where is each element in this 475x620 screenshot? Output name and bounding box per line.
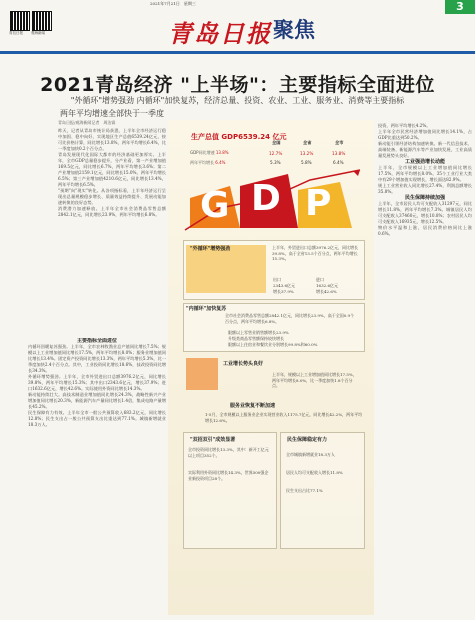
legend-growth [190,150,229,156]
paragraph: 规上工业营业收入同比增长27.4%，利润总额增长35.8%。 [378,183,472,194]
prov-label: 全省 [303,140,312,145]
people-item: 居民人均可支配收入增长11.8% [286,470,343,475]
project-text: 实际利用外资同比增长14.3%，世界500强企业新投资项目28个。 [188,470,269,481]
page-number: 3 [445,0,475,14]
globe-graphic [186,245,266,293]
people-item: 全市城镇新增就业18.3万人 [286,452,335,457]
city-label: 全市 [335,140,344,145]
paragraph: 上半年，全市居民人均可支配收入31297元，同比增长11.8%，两年平均增长7.3%。城镇居民人均可支配收入37460元，增长10.8%；农村居民人均可支配收入16935元，增长12.5%。 [378,201,472,224]
article-column [28,338,166,608]
inner-text: 限额以上住宿业和餐饮业分别增长99.8%和60.0% [228,342,318,347]
header-rule [0,51,475,54]
section-heading: 主要指标全面进位 [76,338,117,344]
industry-text: 上半年，规模以上工业增加值同比增长17.5%，两年平均增长8.0%，比一季度加快1.8个百分点。 [272,372,357,388]
paragraph: "预期"向"现实"转化。从各项指标看，上半年经济运行呈现出总量规模稳步增长、质量效益持续提升、发展动能加速转换的良好态势。 [58,188,166,205]
section-heading: 民生保障持续加强 [404,195,445,201]
subtitle: "外循环"增势强劲 内循环"加快复苏，经济总量、投资、农业、工业、服务业、消费等主要指标 [70,96,405,105]
outer-text: 上半年，外贸进出口总额3976.2亿元，同比增长39.8%，高于全省13.5个百分点，两年平均增长15.3%。 [272,245,358,261]
issue-date: 2021年7月21日 星期三 [150,1,196,6]
paragraph: 昨天，记者从青岛市统计局获悉，上半年全市经济运行稳中加固、稳中向好，实现地区生产总值6539.24亿元，按可比价格计算，同比增长13.8%，两年平均增长6.4%，比一季度加快0.2个百分点。 [58,128,166,151]
letter-d: D [251,178,281,219]
masthead-title: 青岛日报 [168,19,272,48]
box-title: "内循环"加快复苏 [186,306,227,312]
section-heading: 工业强劲增长动能 [404,159,445,165]
paragraph: 民生保障有力有效。上半年全市一般公共预算收入683.2亿元，同比增长12.8%；民生支出占一般公共预算支出比重达到77.1%。城镇新增就业18.3万人。 [28,410,166,427]
city-twoyear: 6.4% [333,160,344,165]
export-label: 出口 [273,277,281,282]
paragraph: 外循环增势强劲。上半年，全市外贸进出口总额3976.2亿元，同比增长39.8%，两年平均增长15.3%；其中出口2343.6亿元，增长37.9%；进口1632.6亿元，增长42.6%。实际使用外资同比增长14.3%。 [28,374,166,391]
import-value: 1632.6亿元 [316,283,338,288]
inner-text: 限额以上零售业销售额增长23.9% [228,330,289,335]
headline: 2021青岛经济 "上半场"：主要指标全面进位 [40,74,435,96]
legend-value: 13.8% [215,150,229,155]
paragraph: 新动能引领经济结构加速转换。新一代信息技术、高端装备、新能源汽车等产业加快发展，工业高质量发展势头良好。 [378,141,472,158]
factory-icon [186,358,218,390]
paragraph: 新动能持续壮大。高技术制造业增加值同比增长24.3%，战略性新兴产业增加值同比增长20.3%，新能源汽车产量同比增长1.4倍，集成电路产量增长45.2%。 [28,392,166,409]
import-growth: 增长42.6% [316,289,337,294]
legend-label: GDP同比增速 [190,150,215,155]
paragraph: 消费潜力加速释放。上半年全市社会消费品零售总额2842.1亿元，同比增长23.9%，两年平均增长6.8%。 [58,206,166,217]
article-column [378,123,472,613]
box-title: 民生保障稳定有力 [287,437,328,443]
paragraph: 上半年，全市规模以上工业增加值同比增长17.5%，两年平均增长8.0%。35个工业行业大类中有29个增加值实现增长，增长面达82.9%。 [378,165,472,182]
people-item: 民生支出占比77.1% [286,488,323,493]
inner-text: 全市社会消费品零售总额2842.1亿元，同比增长23.9%，高于全国0.9个百分点，两年平均增长6.8%。 [225,313,355,324]
arrow-head-icon [353,170,360,176]
nat-label: 全国 [272,140,281,145]
byline: 青岛日报/观海新闻记者 周洁霖 [58,120,116,125]
paragraph: 投资，两年平均增长4.2%。 [378,123,431,128]
qr-label: 青岛日报 [9,31,23,35]
city-growth: 13.8% [332,151,346,156]
box-title: 服务业恢复不断加速 [230,403,276,409]
prov-growth: 13.2% [300,151,314,156]
import-label: 进口 [316,277,324,282]
export-growth: 增长37.9% [273,289,294,294]
prov-twoyear: 5.8% [301,160,312,165]
qr-code-icon [10,11,30,31]
box-title: "外循环"增势强劲 [190,246,231,252]
nat-growth: 12.7% [269,151,283,156]
paragraph: 物价水平温和上涨，居民消费价格同比上涨0.6%。 [378,225,472,236]
legend-value: 6.4% [215,160,226,165]
project-text: 全市投资同比增长13.3%，其中：新开工亿元以上项目352个。 [188,447,269,458]
paragraph: 青岛发展现代化国际大都市的经济基础更加厚实。上半年，全市GDP总量稳步提升，分产业看，第一产业增加值169.5亿元，同比增长6.7%，两年平均增长3.6%；第二产业增加值2159.1亿元，同比增长15.0%，两年平均增长6.5%；第三产业增加值4210.6亿元，同比增长13.4%，两年平均增长6.5%。 [58,152,166,187]
legend-twoyear [190,160,225,166]
letter-p: P [305,183,332,224]
gdp-title: 生产总值 GDP6539.24 亿元 [191,133,287,141]
nat-twoyear: 5.3% [270,160,281,165]
qr-label: 观海新闻 [31,31,45,35]
export-value: 2343.6亿元 [273,283,295,288]
box-title: "双招双引"成效显著 [190,437,236,443]
section-name: 聚焦 [273,18,315,42]
box-title: 工业增长势头良好 [223,361,264,367]
qr-code-icon [32,11,52,31]
subtitle: 两年平均增速全部快于一季度 [60,109,164,118]
article-column [58,128,166,335]
paragraph: 内循环回暖复苏强劲。上半年，全市农林牧渔业总产值同比增长7.5%；规模以上工业增加值同比增长17.5%，两年平均增长8.0%；服务业增加值同比增长13.4%。固定资产投资同比增长13.3%，两年平均增长5.3%，比一季度加快2.4个百分点。其中，工业投资同比增长18.6%，技改投资同比增长34.3%。 [28,344,166,373]
legend-label: 两年平均增长 [190,160,214,165]
inner-text: 升级类商品零售额保持较快增长 [228,336,284,341]
letter-g: G [200,185,230,226]
paragraph: 上半年全市民营经济增加值同比增长14.1%，占GDP比重达到50.2%。 [378,129,472,140]
service-text: 1-5月，全市规模以上服务业企业实现营业收入1175.7亿元，同比增长42.2%，两年平均增长12.6%。 [205,412,363,423]
